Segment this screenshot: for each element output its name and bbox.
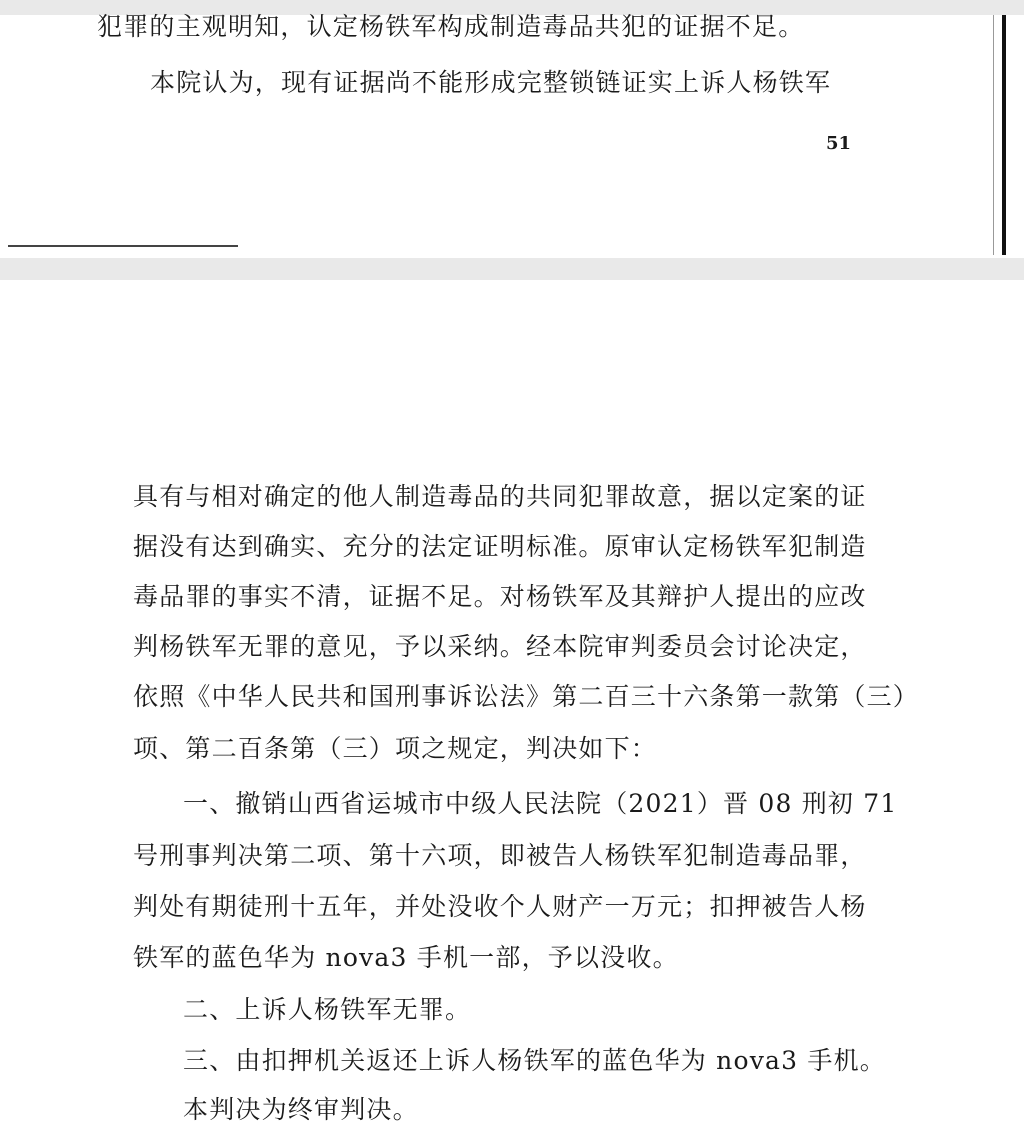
- document-page-51: [0, 12, 1024, 258]
- verdict-item-2: 二、上诉人杨铁军无罪。: [183, 995, 472, 1024]
- text-line: 铁军的蓝色华为 nova3 手机一部，予以没收。: [133, 943, 679, 972]
- document-page-52: [0, 280, 1024, 1138]
- text-line: 项、第二百条第（三）项之规定，判决如下：: [133, 734, 658, 763]
- verdict-item-1: 一、撤销山西省运城市中级人民法院（2021）晋 08 刑初 71: [183, 789, 898, 818]
- page-number: 51: [826, 133, 852, 154]
- final-judgment-note: 本判决为终审判决。: [183, 1095, 419, 1124]
- text-line: 判杨铁军无罪的意见，予以采纳。经本院审判委员会讨论决定，: [133, 632, 867, 661]
- text-line: 本院认为，现有证据尚不能形成完整锁链证实上诉人杨铁军: [150, 68, 832, 97]
- text-line: 具有与相对确定的他人制造毒品的共同犯罪故意，据以定案的证: [133, 482, 867, 511]
- page-edge-line: [993, 15, 994, 255]
- verdict-item-3: 三、由扣押机关返还上诉人杨铁军的蓝色华为 nova3 手机。: [183, 1046, 886, 1075]
- scan-artifact: [8, 245, 238, 247]
- text-line: 判处有期徒刑十五年，并处没收个人财产一万元；扣押被告人杨: [133, 892, 867, 921]
- text-line: 号刑事判决第二项、第十六项，即被告人杨铁军犯制造毒品罪，: [133, 841, 867, 870]
- text-line: 毒品罪的事实不清，证据不足。对杨铁军及其辩护人提出的应改: [133, 582, 867, 611]
- page-edge-border: [1002, 15, 1006, 255]
- text-line: 依照《中华人民共和国刑事诉讼法》第二百三十六条第一款第（三）: [133, 682, 920, 711]
- text-line: 犯罪的主观明知，认定杨铁军构成制造毒品共犯的证据不足。: [97, 12, 805, 41]
- text-line: 据没有达到确实、充分的法定证明标准。原审认定杨铁军犯制造: [133, 532, 867, 561]
